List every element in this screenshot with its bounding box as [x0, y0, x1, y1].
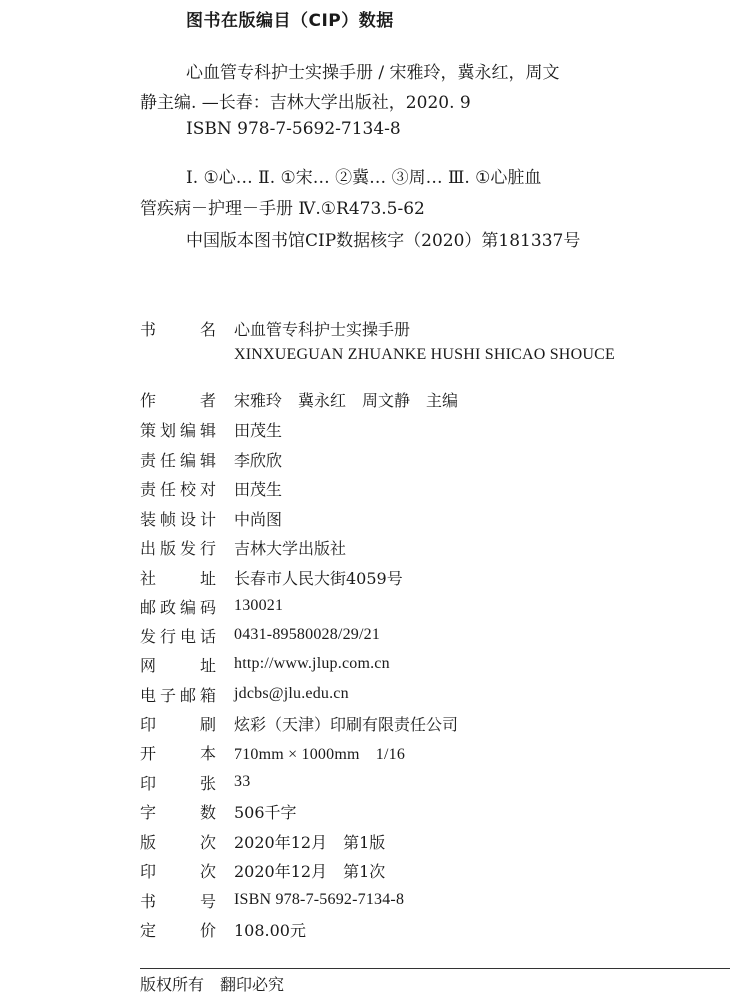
copyright-no-copy: 翻印必究	[220, 975, 285, 994]
cip-line-record-number: 中国版本图书馆CIP数据核字（2020）第181337号	[186, 231, 581, 251]
row-printing	[140, 857, 385, 883]
label-book-title: 书 名	[140, 319, 216, 339]
row-sheets	[140, 769, 250, 795]
label-printing: 印 次	[140, 861, 216, 881]
label-address: 社 址	[140, 568, 216, 588]
row-printer	[140, 710, 458, 736]
cip-line-publication: 静主编. —长春：吉林大学出版社，2020. 9	[140, 93, 471, 113]
row-publisher	[140, 534, 346, 560]
value-printer: 炫彩（天津）印刷有限责任公司	[234, 714, 459, 734]
row-word-count	[140, 798, 297, 824]
cip-heading: 图书在版编目（CIP）数据	[186, 11, 394, 31]
value-author: 宋雅玲 冀永红 周文静 主编	[234, 390, 459, 410]
value-format: 710mm × 1000mm 1/16	[234, 745, 406, 763]
cip-line-classification: 管疾病－护理－手册 Ⅳ.①R473.5-62	[140, 199, 425, 219]
value-price: 108.00元	[234, 920, 306, 940]
value-postcode: 130021	[234, 597, 284, 614]
row-format	[140, 739, 405, 765]
row-book-title	[140, 315, 410, 341]
label-phone: 发 行 电 话	[140, 626, 216, 646]
label-cover-design: 装 帧 设 计	[140, 509, 216, 529]
row-planning-editor	[140, 416, 282, 442]
label-format: 开 本	[140, 743, 216, 763]
value-phone: 0431-89580028/29/21	[234, 626, 381, 643]
label-isbn: 书 号	[140, 891, 216, 911]
row-phone	[140, 622, 380, 648]
label-edition: 版 次	[140, 832, 216, 852]
label-planning-editor: 策 划 编 辑	[140, 420, 216, 440]
row-email	[140, 681, 349, 707]
label-sheets: 印 张	[140, 773, 216, 793]
label-postcode: 邮 政 编 码	[140, 597, 216, 617]
label-author: 作 者	[140, 390, 216, 410]
value-edition: 2020年12月 第1版	[234, 832, 386, 852]
label-responsible-editor: 责 任 编 辑	[140, 450, 216, 470]
copyright-notice	[140, 972, 284, 995]
label-printer: 印 刷	[140, 714, 216, 734]
row-edition	[140, 828, 385, 854]
label-word-count: 字 数	[140, 802, 216, 822]
label-proofreader: 责 任 校 对	[140, 479, 216, 499]
value-cover-design: 中尚图	[234, 509, 283, 529]
label-email: 电 子 邮 箱	[140, 685, 216, 705]
value-sheets: 33	[234, 773, 251, 790]
footer-divider	[140, 968, 730, 969]
row-price	[140, 916, 306, 942]
copyright-rights: 版权所有	[140, 975, 205, 994]
row-postcode	[140, 593, 283, 619]
value-publisher: 吉林大学出版社	[234, 538, 347, 558]
row-responsible-editor	[140, 446, 282, 472]
value-book-title: 心血管专科护士实操手册	[234, 319, 411, 339]
value-website: http://www.jlup.com.cn	[234, 655, 390, 672]
value-email: jdcbs@jlu.edu.cn	[234, 685, 349, 702]
label-publisher: 出 版 发 行	[140, 538, 216, 558]
value-address: 长春市人民大街4059号	[234, 568, 403, 588]
row-book-title-pinyin	[234, 342, 615, 368]
row-website	[140, 651, 390, 677]
row-proofreader	[140, 475, 282, 501]
cip-line-subjects: Ⅰ. ①心… Ⅱ. ①宋… ②冀… ③周… Ⅲ. ①心脏血	[186, 168, 542, 188]
row-cover-design	[140, 505, 282, 531]
row-address	[140, 564, 403, 590]
label-website: 网 址	[140, 655, 216, 675]
label-price: 定 价	[140, 920, 216, 940]
value-proofreader: 田茂生	[234, 479, 283, 499]
value-printing: 2020年12月 第1次	[234, 861, 386, 881]
value-planning-editor: 田茂生	[234, 420, 283, 440]
value-isbn: ISBN 978-7-5692-7134-8	[234, 891, 405, 908]
value-responsible-editor: 李欣欣	[234, 450, 283, 470]
value-book-title-pinyin: XINXUEGUAN ZHUANKE HUSHI SHICAO SHOUCE	[234, 346, 615, 363]
cip-line-title: 心血管专科护士实操手册 / 宋雅玲，冀永红，周文	[186, 63, 560, 83]
row-isbn	[140, 887, 404, 913]
row-author	[140, 386, 458, 412]
value-word-count: 506千字	[234, 802, 297, 822]
cip-line-isbn: ISBN 978-7-5692-7134-8	[186, 119, 401, 139]
